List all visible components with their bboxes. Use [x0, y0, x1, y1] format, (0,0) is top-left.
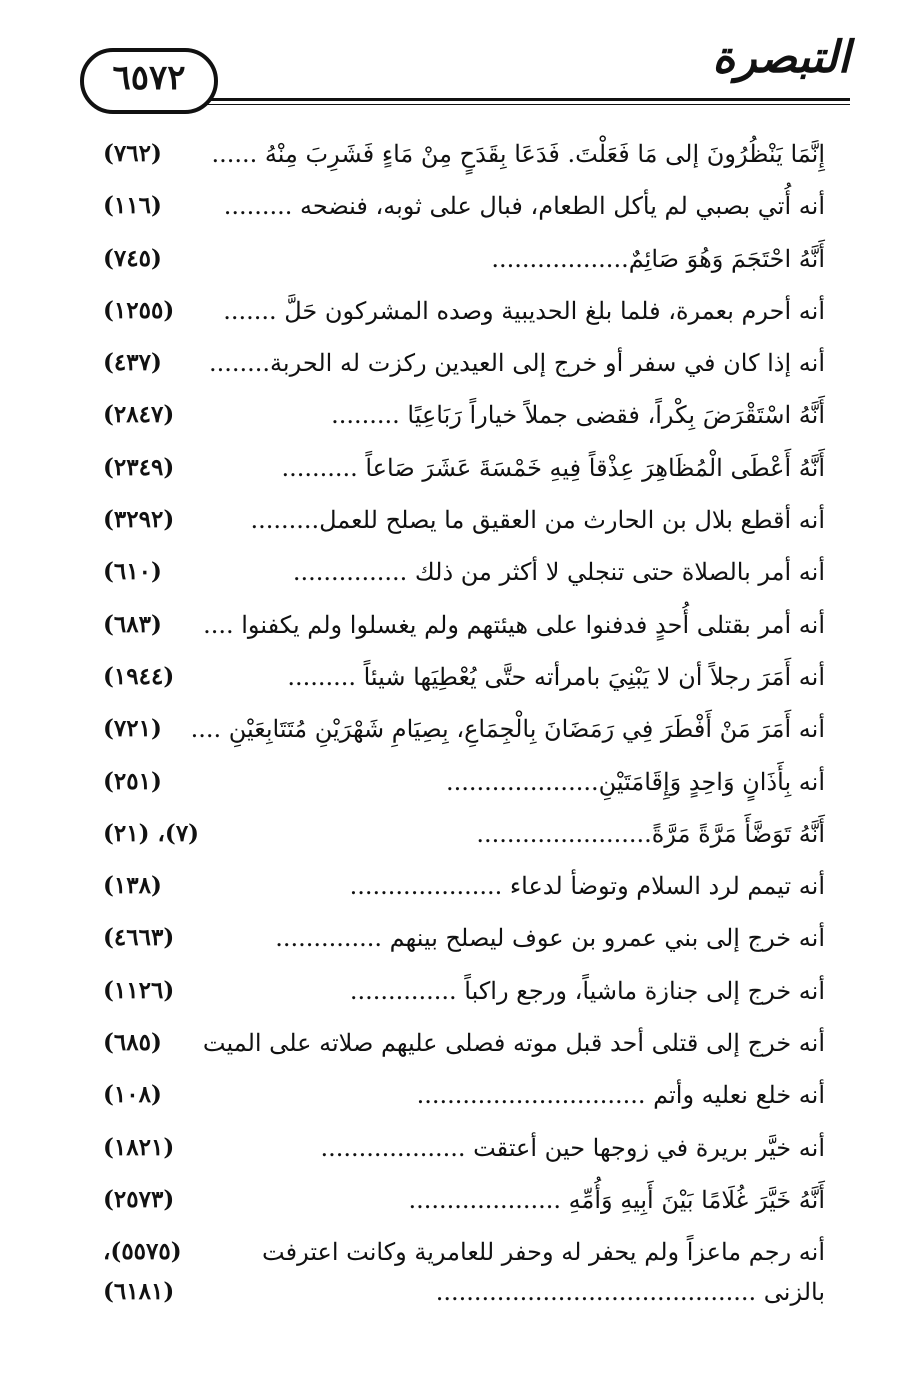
entry-text: أنه أحرم بعمرة، فلما بلغ الحديبية وصده المشركون حَلَّ .......	[219, 297, 825, 325]
entry-reference: (١٩٤٤)	[103, 662, 175, 690]
entry-reference: (٢٨٤٧)	[103, 401, 175, 429]
entry-text: أَنَّهُ تَوَضَّأَ مَرَّةً مَرَّةً.......................	[472, 820, 825, 848]
entry-reference: (٦٨٣)	[103, 610, 162, 638]
entry-text: أنه أمر بقتلى أُحدٍ فدفنوا على هيئتهم ولم يغسلوا ولم يكفنوا ....	[199, 611, 825, 639]
entry-reference: (٦١٠)	[103, 558, 162, 586]
entry-text: أنه بِأَذَانٍ وَاحِدٍ وَإِقَامَتَيْنِ....................	[442, 768, 825, 796]
header-rule	[190, 98, 850, 101]
index-entry	[95, 973, 825, 1025]
entry-text: أنه أقطع بلال بن الحارث من العقيق ما يصلح للعمل.........	[246, 506, 825, 534]
entry-reference: (٧٤٥)	[103, 244, 162, 272]
entry-text: أَنَّهُ أَعْطَى الْمُظَاهِرَ عِذْقاً فِيهِ خَمْسَةَ عَشَرَ صَاعاً ..........	[277, 454, 825, 482]
header-rule-thin	[190, 104, 850, 105]
entry-text: أنه إذا كان في سفر أو خرج إلى العيدين ركزت له الحربة........	[205, 349, 825, 377]
index-entry	[95, 659, 825, 711]
index-entry	[95, 816, 825, 868]
entry-reference: (١٢٥٥)	[103, 296, 175, 324]
entry-reference: (٢٣٤٩)	[103, 453, 175, 481]
entry-reference: (١٣٨)	[103, 872, 162, 900]
page-number: ٦٥٧٢	[112, 58, 186, 98]
index-entry	[95, 345, 825, 397]
index-entry	[95, 711, 825, 763]
index-entries	[95, 136, 825, 1327]
entry-text: أنه تيمم لرد السلام وتوضأ لدعاء ....................	[346, 872, 825, 900]
entry-text: بالزنى ..........................................	[432, 1278, 825, 1306]
entry-reference: (٤٦٦٣)	[103, 924, 175, 952]
entry-reference: (٧٦٢)	[103, 140, 162, 167]
entry-text: أنه أمر بالصلاة حتى تنجلي لا أكثر من ذلك ...............	[289, 558, 825, 586]
index-entry	[95, 607, 825, 659]
index-entry	[95, 1274, 825, 1326]
index-entry	[95, 293, 825, 345]
entry-reference: (٣٢٩٢)	[103, 506, 175, 534]
entry-reference: (١٨٢١)	[103, 1133, 175, 1161]
entry-text: إِنَّمَا يَنْظُرُونَ إلى مَا فَعَلْتَ. فَدَعَا بِقَدَحٍ مِنْ مَاءٍ فَشَرِبَ مِنْهُ ......	[207, 140, 825, 168]
entry-text: أنه خرج إلى بني عمرو بن عوف ليصلح بينهم ..............	[271, 924, 825, 952]
entry-text: أنه خلع نعليه وأتم ..............................	[413, 1081, 825, 1109]
entry-reference: (٦١٨١)	[103, 1278, 175, 1306]
entry-text: أنه رجم ماعزاً ولم يحفر له وحفر للعامرية وكانت اعترفت	[258, 1238, 825, 1266]
index-entry	[95, 1025, 825, 1077]
index-entry	[95, 764, 825, 816]
index-entry	[95, 1182, 825, 1234]
index-entry	[95, 241, 825, 293]
index-entry	[95, 450, 825, 502]
entry-reference: (٢٥٧٣)	[103, 1185, 175, 1213]
index-entry	[95, 1234, 825, 1274]
index-entry	[95, 188, 825, 240]
book-title: التبصرة	[712, 32, 850, 83]
page-number-oval	[80, 48, 218, 114]
index-entry	[95, 1130, 825, 1182]
entry-text: أنه أَمَرَ رجلاً أن لا يَبْنِيَ بامرأته حتَّى يُعْطِيَها شيئاً .........	[283, 663, 825, 691]
index-entry	[95, 1077, 825, 1129]
entry-reference: (٤٣٧)	[103, 349, 162, 377]
entry-reference: (١١٦)	[103, 192, 162, 220]
entry-text: أنه أَمَرَ مَنْ أَفْطَرَ فِي رَمَضَانَ بِالْجِمَاعِ، بِصِيَامِ شَهْرَيْنِ مُتَتَابِعَيْنِ ....	[187, 715, 825, 743]
entry-reference: (٢٥١)	[103, 767, 162, 795]
entry-reference: (١٠٨)	[103, 1081, 162, 1109]
entry-text: أنه خرج إلى جنازة ماشياً، ورجع راكباً ..............	[346, 977, 825, 1005]
index-entry	[95, 920, 825, 972]
index-entry	[95, 502, 825, 554]
entry-text: أنه خرج إلى قتلى أحد قبل موته فصلى عليهم صلاته على الميت	[199, 1029, 825, 1057]
entry-reference: (٥٥٧٥)،	[103, 1238, 182, 1266]
entry-reference: (١١٢٦)	[103, 976, 175, 1004]
entry-text: أَنَّهُ احْتَجَمَ وَهُوَ صَائِمٌ..................	[487, 245, 825, 273]
entry-text: أنه خيَّر بريرة في زوجها حين أعتقت ...................	[317, 1134, 825, 1162]
entry-text: أَنَّهُ خَيَّرَ غُلَامًا بَيْنَ أَبِيهِ وَأُمِّهِ ....................	[404, 1186, 825, 1214]
entry-reference: (٦٨٥)	[103, 1029, 162, 1057]
page-header	[70, 32, 850, 118]
entry-reference: (٧)، (٢١)	[103, 819, 200, 847]
index-entry	[95, 397, 825, 449]
entry-text: أنه أُتي بصبي لم يأكل الطعام، فبال على ثوبه، فنضحه .........	[220, 192, 825, 220]
entry-reference: (٧٢١)	[103, 715, 162, 743]
index-entry	[95, 136, 825, 188]
index-entry	[95, 868, 825, 920]
entry-text: أَنَّهُ اسْتَقْرَضَ بِكْراً، فقضى جملاً خياراً رَبَاعِيًا .........	[327, 401, 825, 429]
index-entry	[95, 554, 825, 606]
